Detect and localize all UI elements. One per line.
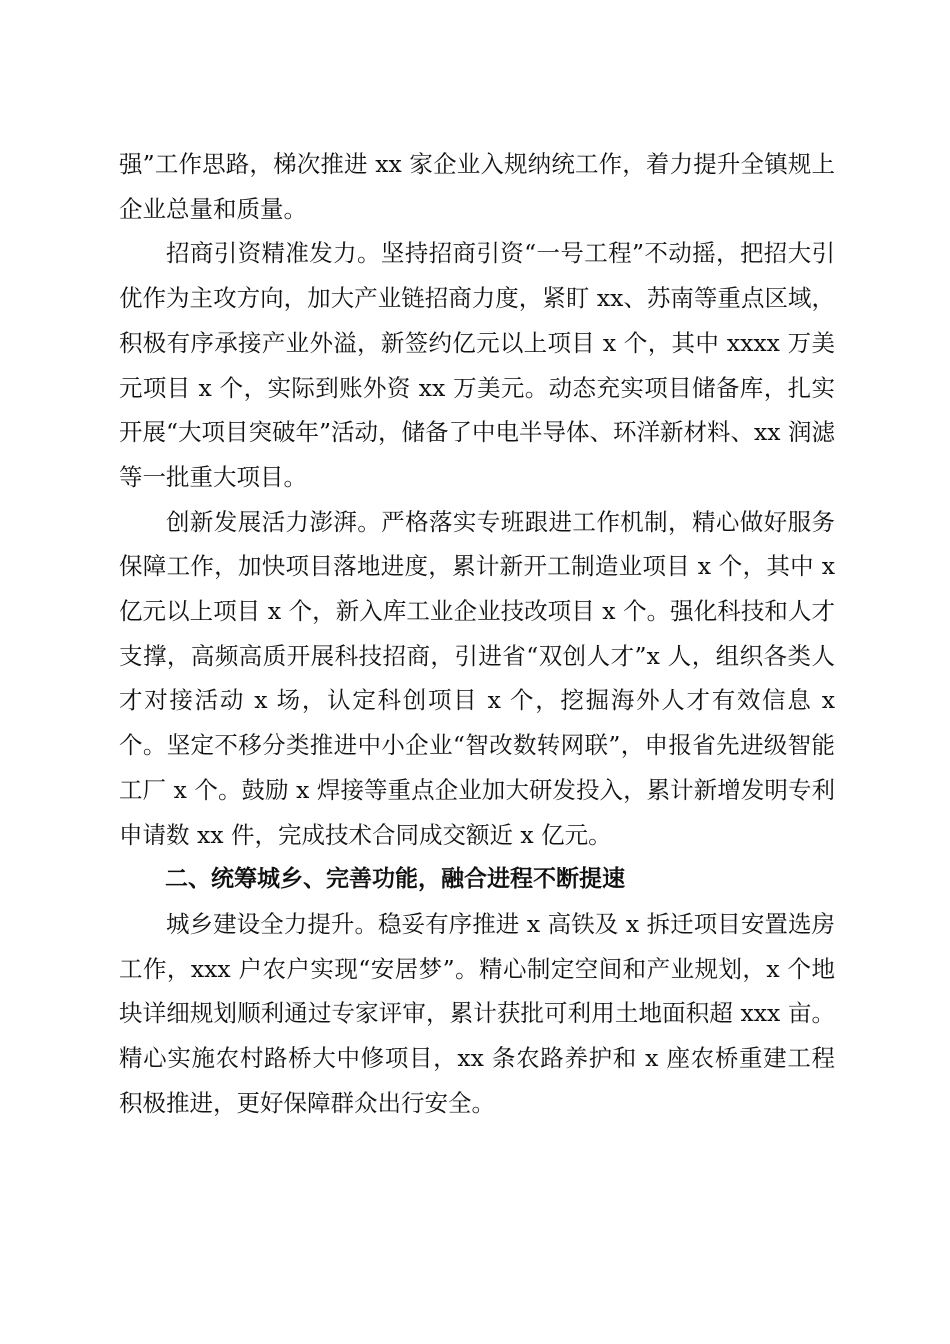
paragraph-continuation: 强”工作思路，梯次推进 xx 家企业入规纳统工作，着力提升全镇规上企业总量和质量。 <box>119 150 835 223</box>
paragraph-investment: 招商引资精准发力。坚持招商引资“一号工程”不动摇，把招大引优作为主攻方向，加大产业链招商力度，紧盯 xx、苏南等重点区域，积极有序承接产业外溢，新签约亿元以上项目 x 个，其中 xxxx 万美元项目 x 个，实际到账外资 xx 万美元。动态充实项目储备库，扎实开展“大项目突破年”活动，储备了中电半导体、环洋新材料、xx 润滤等一批重大项目。 <box>119 239 836 491</box>
paragraph-urban-rural: 城乡建设全力提升。稳妥有序推进 x 高铁及 x 拆迁项目安置选房工作，xxx 户农户实现“安居梦”。精心制定空间和产业规划，x 个地块详细规划顺利通过专家评审，累计获批可利用土地面积超 xxx 亩。精心实施农村路桥大中修项目，xx 条农路养护和 x 座农桥重建工程积极推进，更好保障群众出行安全。 <box>119 909 835 1117</box>
section-heading: 二、统筹城乡、完善功能，融合进程不断提速 <box>165 866 625 893</box>
paragraph-innovation: 创新发展活力澎湃。严格落实专班跟进工作机制，精心做好服务保障工作，加快项目落地进度，累计新开工制造业项目 x 个，其中 x 亿元以上项目 x 个，新入库工业企业技改项目 x 个。强化科技和人才支撑，高频高质开展科技招商，引进省“双创人才”x 人，组织各类人才对接活动 x 场，认定科创项目 x 个，挖掘海外人才有效信息 x 个。坚定不移分类推进中小企业“智改数转网联”，申报省先进级智能工厂 x 个。鼓励 x 焊接等重点企业加大研发投入，累计新增发明专利申请数 xx 件，完成技术合同成交额近 x 亿元。 <box>119 507 835 849</box>
document-body <box>119 142 835 1125</box>
